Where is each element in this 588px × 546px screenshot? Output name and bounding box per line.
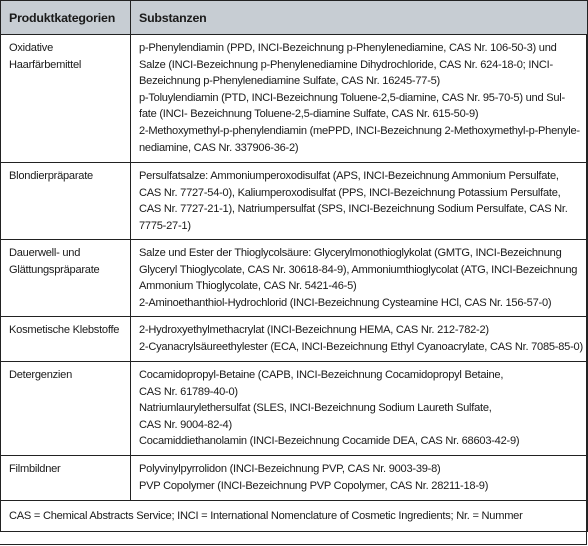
table-footer [1,501,588,532]
header-substances: Substanzen [131,1,588,35]
substance-line: p-Phenylendiamin (PPD, INCI-Bezeichnung p-Phenylenediamine, CAS Nr. 106-50-3) und [139,42,557,54]
substance-line: p-Toluylendiamin (PTD, INCI-Bezeichnung Toluene-2,5-diamine, CAS Nr. 95-70-5) und Sul- [139,91,565,104]
substance-line: 2-Methoxymethyl-p-phenylendiamin (mePPD, INCI-Bezeichnung 2-Methoxymethyl-p-Phenyle- [139,124,580,137]
substances-cell [131,362,588,456]
table-row [1,317,588,362]
substances-cell [131,317,588,362]
category-cell: Kosmetische Klebstoffe [1,317,131,362]
substances-cell [131,35,588,163]
category-cell: Filmbildner [1,456,131,501]
substance-line: Salze und Ester der Thioglycolsäure: Glycerylmonothioglykolat (GMTG, INCI-Bezeichnung [139,247,562,259]
substance-line: Bezeichnung p-Phenylenediamine Sulfate, CAS Nr. 16245-77-5) [139,75,440,88]
category-cell: Oxidative Haarfärbemittel [1,35,131,163]
substance-line: Cocamidopropyl-Betaine (CAPB, INCI-Bezeichnung Cocamidopropyl Betaine, [139,369,504,381]
substance-line: 2-Hydroxyethylmethacrylat (INCI-Bezeichnung HEMA, CAS Nr. 212-782-2) [139,324,489,336]
substances-cell [131,456,588,501]
substance-line: CAS Nr. 9004-82-4) [139,418,232,431]
table-row [1,456,588,501]
substance-line: CAS Nr. 7727-54-0), Kaliumperoxodisulfat (PPS, INCI-Bezeichnung Potassium Persulfate, [139,186,561,199]
substances-cell [131,240,588,317]
substance-line: 2-Aminoethanthiol-Hydrochlorid (INCI-Bezeichnung Cysteamine HCl, CAS Nr. 156-57-0) [139,296,552,309]
substance-line: PVP Copolymer (INCI-Bezeichnung PVP Copolymer, CAS Nr. 28211-18-9) [139,479,489,492]
substance-line: CAS Nr. 61789-40-0) [139,385,238,398]
category-cell: Dauerwell- und Glättungspräparate [1,240,131,317]
substance-line: Polyvinylpyrrolidon (INCI-Bezeichnung PVP, CAS Nr. 9003-39-8) [139,463,441,475]
table-body [1,35,588,501]
header-row [1,1,588,35]
footnote-row [1,501,588,532]
substance-line: nediamine, CAS Nr. 337906-36-2) [139,141,299,154]
table-row [1,240,588,317]
substance-line: Natriumlaurylethersulfat (SLES, INCI-Bezeichnung Sodium Laureth Sulfate, [139,402,492,415]
substance-line: Ammonium Thioglycolate, CAS Nr. 5421-46-5) [139,280,357,293]
category-cell: Detergenzien [1,362,131,456]
substance-line: Cocamiddiethanolamin (INCI-Bezeichnung Cocamide DEA, CAS Nr. 68603-42-9) [139,435,520,448]
substance-line: Persulfatsalze: Ammoniumperoxodisulfat (APS, INCI-Bezeichnung Ammonium Persulfate, [139,170,559,182]
footnote: CAS = Chemical Abstracts Service; INCI = International Nomenclature of Cosmetic Ingredients; Nr. = Nummer [1,501,588,532]
substances-cell [131,163,588,240]
category-cell: Blondierpräparate [1,163,131,240]
substance-line: CAS Nr. 7727-21-1), Natriumpersulfat (SPS, INCI-Bezeichnung Sodium Persulfate, CAS Nr. [139,203,568,216]
substance-line: Salze (INCI-Bezeichnung p-Phenylenediamine Dihydrochloride, CAS Nr. 624-18-0; INCI- [139,58,553,71]
table-row [1,163,588,240]
header-product-categories: Produktkategorien [1,1,131,35]
substance-line: fate (INCI- Bezeichnung Toluene-2,5-diamine Sulfate, CAS Nr. 615-50-9) [139,108,479,121]
table-row [1,35,588,163]
table-row [1,362,588,456]
substance-line: 7775-27-1) [139,219,191,232]
substance-line: Glyceryl Thioglycolate, CAS Nr. 30618-84-9), Ammoniumthioglycolat (ATG, INCI-Bezeichnung [139,263,578,276]
substance-line: 2-Cyanacrylsäureethylester (ECA, INCI-Bezeichnung Ethyl Cyanoacrylate, CAS Nr. 7085-85-0) [139,340,583,353]
table-header [1,1,588,35]
